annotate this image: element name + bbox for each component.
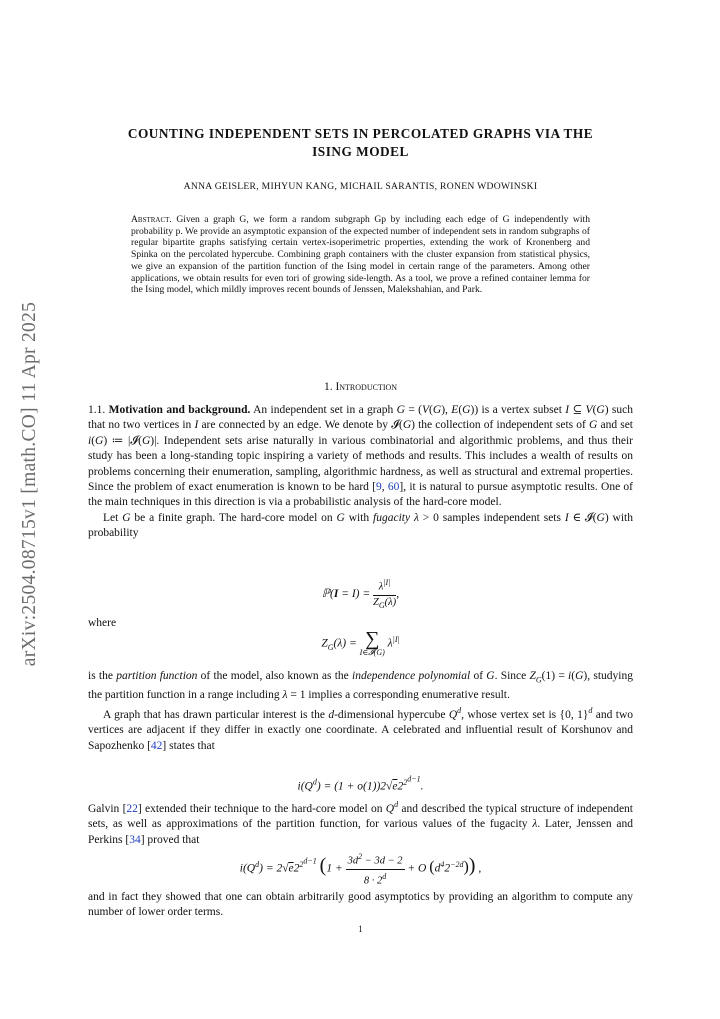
subsection-title: Motivation and background.	[108, 404, 251, 416]
citation-link[interactable]: 34	[129, 833, 141, 846]
abstract	[131, 214, 590, 296]
subsection-number: 1.1.	[88, 404, 106, 416]
section-number: 1.	[323, 381, 333, 393]
section-title: Introduction	[335, 381, 398, 393]
author-list: ANNA GEISLER, MIHYUN KANG, MICHAIL SARANTIS, RONEN WDOWINSKI	[183, 181, 538, 192]
citation-link[interactable]: 9	[376, 481, 382, 494]
page-number: 1	[358, 924, 363, 934]
equation-jenssen-perkins: $i(Q^d) = 2√e2^{2^{d-1}}$ (1 + $\frac{3d^2 - 3d - 2}{8 \cdot 2^d}$ + O $(d^42^{-2d})$) ,	[239, 852, 482, 886]
equation-korshunov-sapozhenko: $i(Q^d) = (1 + o(1))2√e2^{2^{d-1}}$.	[297, 774, 424, 793]
citation-link[interactable]: 60	[387, 481, 400, 494]
citation-link[interactable]: 42	[150, 739, 163, 752]
intro-paragraph-2: is the partition function of the model, also known as the independence polynomial of G. Since $Z_G(1) = i(G)$, studying the partition function in a range including λ = 1 implies a corresponding enumerative result. A graph that has drawn particular interest is the d-dimensional hypercube $Q^d$, whose vertex set is {0, 1}$^d$ and two vertices are adjacent if they differ in exactly one coordinate. A celebrated and influential result of Korshunov and Sapozhenko [42] states that	[88, 670, 634, 752]
abstract-label: Abstract.	[131, 214, 172, 225]
intro-paragraph-1: 1.1. Motivation and background. An independent set in a graph G = (V(G), E(G)) is a vertex subset I ⊆ V(G) such that no two vertices in I are connected by an edge. We denote by 𝓘(G) the collection of independent sets of G and set i(G) ≔ |𝓘(G)|. Independent sets arise naturally in various combinatorial and algorithmic problems, and thus their study has been a long-standing topic inspiring a variety of methods and results. This includes a wealth of results on problems concerning their enumeration, sampling, algorithmic hardness, as well as structural and extremal properties. Since the problem of exact enumeration is known to be hard [9, 60], it is natural to pursue asymptotic results. One of the main techniques in this direction is via a probabilistic analysis of the hard-core model. Let G be a finite graph. The hard-core model on G with fugacity λ > 0 samples independent sets I ∈ 𝓘(G) with probability	[88, 404, 634, 540]
title-line-2: ISING MODEL	[312, 144, 409, 159]
equation-partition-function: $Z_G(\lambda)$ = ∑ I∈𝓘(G) $\lambda^{|I|}$	[321, 628, 400, 657]
arxiv-sidebar	[10, 274, 50, 694]
abstract-text: Given a graph G, we form a random subgraph Gp by including each edge of G independently with probability p. We provide an asymptotic expansion of the expected number of independent sets in random subgraphs of regular bipartite graphs satisfying certain vertex-isoperimetric properties, extending the work of Kronenberg and Spinka on the percolated hypercube. Combining graph containers with the cluster expansion from statistical physics, we give an expansion of the partition function of the Ising model in certain range of the parameters. Among other applications, we obtain results for even tori of growing side-length. As a tool, we prove a refined container lemma for the Ising model, which mildly improves recent bounds of Jenssen, Malekshahian, and Park.	[131, 214, 590, 296]
arxiv-identifier: arXiv:2504.08715v1 [math.CO] 11 Apr 2025	[19, 301, 40, 667]
intro-paragraph-3: Galvin [22] extended their technique to the hard-core model on $Q^d$ and described the typical structure of independent sets, as well as approximations of the partition function, for various values of the fugacity λ. Later, Jenssen and Perkins [34] proved that	[88, 800, 634, 846]
section-heading	[88, 381, 633, 393]
paper-title	[88, 125, 633, 161]
intro-paragraph-4: and in fact they showed that one can obtain arbitrarily good asymptotics by providing an algorithm to compute any number of lower order terms.	[88, 891, 633, 919]
equation-hardcore-probability: ℙ(I = I) = $\frac{\lambda^{|I|}}{Z_G(\lambda)}$ ,	[321, 578, 400, 610]
title-line-1: COUNTING INDEPENDENT SETS IN PERCOLATED GRAPHS VIA THE	[127, 126, 594, 141]
text-where: where	[88, 617, 117, 629]
citation-link[interactable]: 22	[126, 802, 138, 815]
